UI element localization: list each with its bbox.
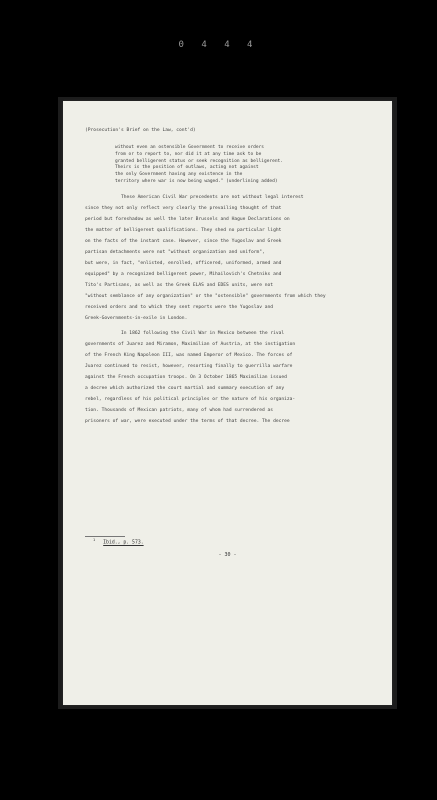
microfilm-frame-number: 0 4 4 4 bbox=[178, 40, 259, 50]
block-quote bbox=[115, 145, 375, 186]
paragraph-line: received orders and to which they sent reports were the Yugoslav and bbox=[85, 304, 274, 310]
paragraph-line: rebel, regardless of his political principles or the nature of his organiza- bbox=[85, 396, 296, 402]
quote-line: the only Government having any existence in the bbox=[115, 172, 243, 178]
paragraph-line: a decree which authorized the court martial and summary execution of any bbox=[85, 385, 285, 391]
footnote-mark: 1 bbox=[93, 538, 96, 542]
paragraph-line: period but foreshadow as well the later Brussels and Hague Declarations on bbox=[85, 216, 290, 222]
footnote bbox=[93, 538, 144, 546]
paragraph-line: In 1862 following the Civil War in Mexico between the rival bbox=[121, 330, 285, 336]
paragraph-line: equipped" by a recognized belligerent power, Mihailovich's Chetniks and bbox=[85, 271, 282, 277]
page-number: - 30 - bbox=[218, 552, 237, 558]
paragraph-line: since they not only reflect very clearly the prevailing thought of that bbox=[85, 205, 282, 211]
quote-line: from or to report to, nor did it at any time ask to be bbox=[115, 151, 262, 157]
quote-line: territory where war is now being waged." (underlining added) bbox=[115, 178, 278, 184]
quote-line: without even an ostensible Government to receive orders bbox=[115, 145, 265, 150]
footnote-text: Ibid., p. 573. bbox=[103, 540, 144, 546]
paragraph-line: prisoners of war, were executed under the terms of that decree. The decree bbox=[85, 418, 290, 424]
paragraph-line: Tito's Partisans, as well as the Greek ELAS and EDES units, were not bbox=[85, 282, 274, 288]
paragraph-line: These American Civil War precedents are not without legal interest bbox=[121, 194, 304, 200]
paragraph-line: on the facts of the instant case. However, since the Yugoslav and Greek bbox=[85, 238, 282, 244]
paragraph bbox=[85, 192, 375, 324]
paragraph-line: Juarez continued to resist, however, resorting finally to guerrilla warfare bbox=[85, 363, 293, 369]
paragraph-line: partisan detachments were not "without organization and uniform", bbox=[85, 249, 265, 255]
paragraph-line: governments of Juarez and Miramon, Maximilian of Austria, at the instigation bbox=[85, 341, 296, 347]
quote-line: granted belligerent status or seek recognition as belligerent. bbox=[115, 158, 283, 164]
paragraph-line: Greek-Governments-in-exile in London. bbox=[85, 315, 188, 321]
quote-line: Theirs is the position of outlaws, acting not against bbox=[115, 165, 259, 171]
document-page bbox=[63, 101, 392, 705]
paragraph-line: against the French occupation troops. On 3 October 1865 Maximilian issued bbox=[85, 374, 287, 380]
paragraph-line: but were, in fact, "enlisted, enrolled, officered, uniformed, armed and bbox=[85, 260, 282, 266]
footnote-rule bbox=[85, 536, 125, 537]
paragraph-line: "without semblance of any organization" or the "ostensible" governments from which they bbox=[85, 293, 326, 299]
paragraph-line: tion. Thousands of Mexican patriots, many of whom had surrendered as bbox=[85, 407, 274, 413]
paragraph bbox=[85, 328, 375, 427]
page-heading: (Prosecution's Brief on the Law, cont'd) bbox=[85, 128, 196, 133]
paragraph-line: the matter of belligerent qualifications. They shed no particular light bbox=[85, 227, 282, 233]
page-body bbox=[85, 125, 375, 427]
body-paragraphs bbox=[85, 192, 375, 427]
paragraph-line: of the French King Napoleon III, was named Emperor of Mexico. The forces of bbox=[85, 352, 293, 358]
